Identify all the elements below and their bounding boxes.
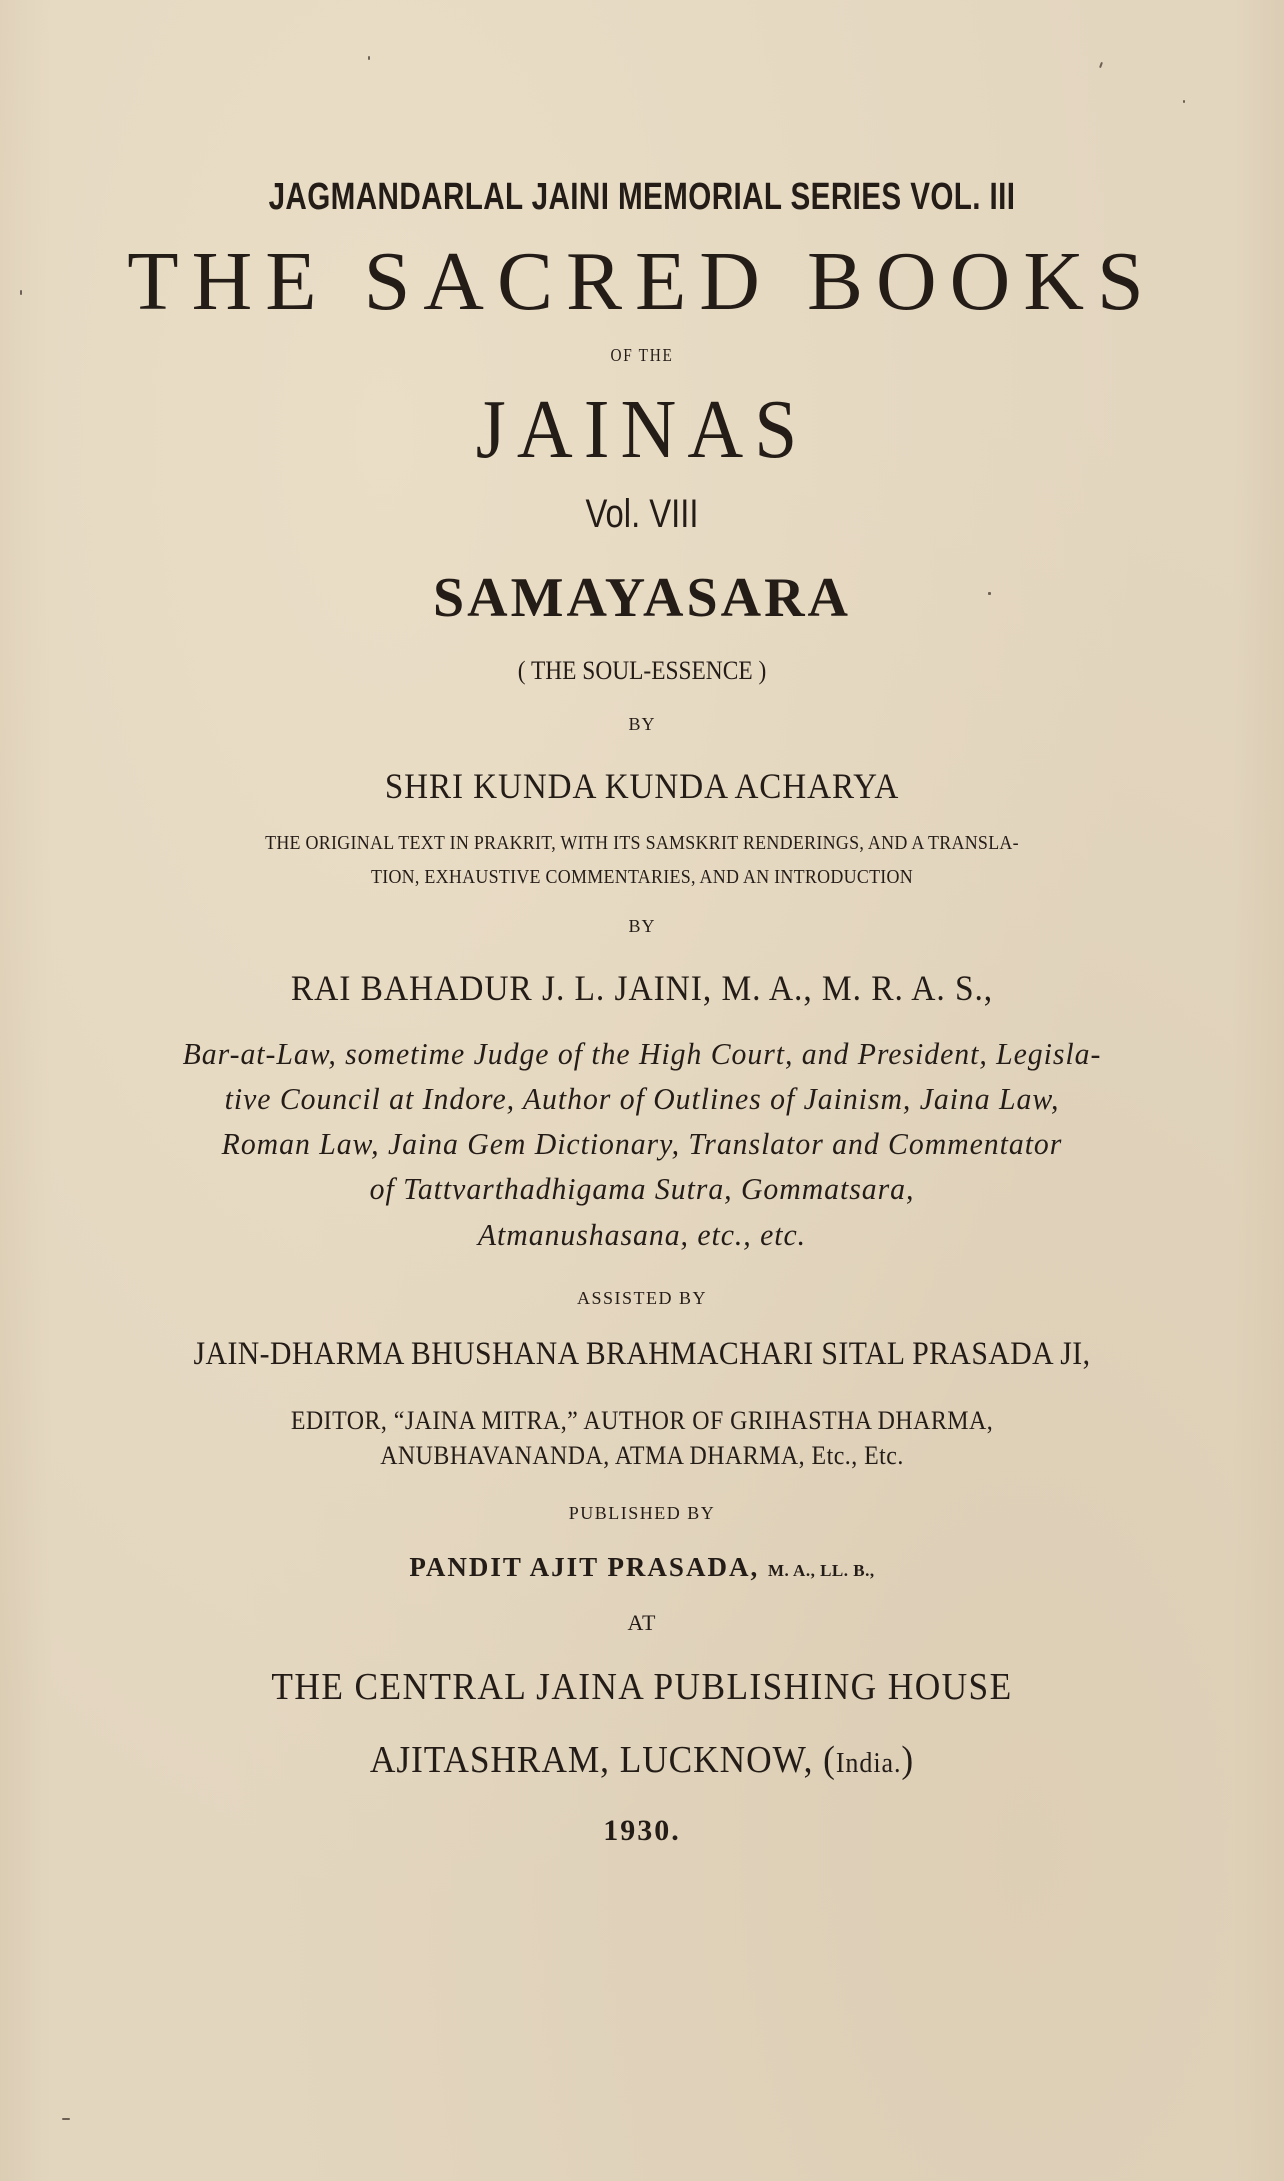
work-subtitle: ( THE SOUL-ESSENCE ) [517, 656, 767, 685]
author-name: SHRI KUNDA KUNDA ACHARYA [384, 766, 900, 806]
description-line: THE ORIGINAL TEXT IN PRAKRIT, WITH ITS SAMSKRIT RENDERINGS, AND A TRANSLA- [265, 833, 1019, 854]
scan-speck [62, 2118, 70, 2120]
scan-speck [1099, 62, 1103, 68]
main-title: THE SACRED BOOKS [127, 235, 1157, 328]
volume-number: Vol. VIII [585, 492, 699, 536]
publisher-name: PANDIT AJIT PRASADA, [409, 1552, 760, 1582]
description-line: TION, EXHAUSTIVE COMMENTARIES, AND AN INTRODUCTION [370, 867, 914, 888]
translator-credentials-line: Roman Law, Jaina Gem Dictionary, Translator and Commentator [221, 1126, 1063, 1161]
translator-credentials-line: of Tattvarthadhigama Sutra, Gommatsara, [369, 1171, 915, 1206]
assistant-name: JAIN-DHARMA BHUSHANA BRAHMACHARI SITAL PRASADA JI, [193, 1336, 1091, 1372]
assisted-by-label: ASSISTED BY [576, 1288, 708, 1308]
place-close: ) [901, 1739, 915, 1781]
assistant-credentials-line: EDITOR, “JAINA MITRA,” AUTHOR OF GRIHASTHA DHARMA, [290, 1406, 994, 1435]
publisher [0, 1554, 1284, 1581]
publisher-degrees: M. A., LL. B., [767, 1561, 875, 1580]
work-title: SAMAYASARA [433, 567, 851, 629]
series-heading: JAGMANDARLAL JAINI MEMORIAL SERIES VOL. III [268, 176, 1016, 218]
scan-speck [20, 290, 22, 295]
collection-title: JAINAS [475, 383, 809, 476]
scan-speck [368, 56, 370, 60]
translator-name: RAI BAHADUR J. L. JAINI, M. A., M. R. A. S., [290, 968, 994, 1008]
place-main: AJITASHRAM, LUCKNOW, ( [369, 1739, 836, 1781]
assistant-credentials-line: ANUBHAVANANDA, ATMA DHARMA, Etc., Etc. [380, 1441, 904, 1470]
translator-credentials-line: Bar-at-Law, sometime Judge of the High Court, and President, Legisla- [182, 1036, 1102, 1071]
publication-year: 1930. [603, 1814, 681, 1847]
scan-speck [988, 592, 991, 595]
published-by-label: PUBLISHED BY [568, 1503, 716, 1523]
of-the-label: OF THE [610, 345, 674, 365]
place-country: India. [835, 1748, 902, 1779]
by-label: BY [628, 714, 656, 734]
publishing-house: THE CENTRAL JAINA PUBLISHING HOUSE [271, 1666, 1013, 1708]
translator-credentials-line: tive Council at Indore, Author of Outlines of Jainism, Jaina Law, [224, 1081, 1060, 1116]
at-label: AT [627, 1610, 657, 1635]
publication-place [45, 1741, 1239, 1779]
by-label: BY [628, 916, 656, 936]
translator-credentials-line: Atmanushasana, etc., etc. [477, 1217, 807, 1252]
scan-speck [1183, 100, 1185, 103]
